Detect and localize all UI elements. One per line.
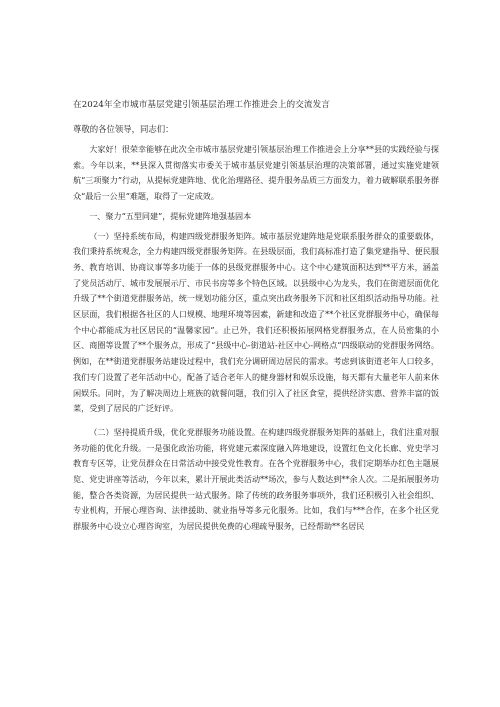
subsection-paragraph-2: （二）坚持提质升级，优化党群服务功能设置。在构建四级党群服务矩阵的基础上，我们注重对服务功能的优化升级。一是强化政治功能，将党建元素深度融入阵地建设，设置红色文化长廊、党史学习教育专区等，让党员群众在日常活动中接受党性教育。在各个党群服务中心，我们定期举办红色主题展览、党史讲座等活动，今年以来，累计开展此类活动**场次，参与人数达到**余人次。二是拓展服务功能，整合各类资源，为居民提供一站式服务。除了传统的政务服务事项外，我们还积极引入社会组织、专业机构，开展心理咨询、法律援助、就业指导等多元化服务。比如，我们与***合作，在多个社区党群服务中心设立心理咨询室，为居民提供免费的心理疏导服务，已经帮助**名居民: [73, 426, 439, 532]
subsection-paragraph-1: （一）坚持系统布局，构建四级党群服务矩阵。城市基层党建阵地是党联系服务群众的重要载体，我们秉持系统观念，全力构建四级党群服务矩阵。在县级层面，我们高标准打造了集党建指导、便民服务、教育培训、协商议事等多功能于一体的县级党群服务中心。这个中心建筑面积达到**平方米，涵盖了党员活动厅、城市发展展示厅、市民书房等多个特色区域。以县级中心为龙头，我们在街道层面优化升级了**个街道党群服务站，统一规划功能分区，重点突出政务服务下沉和社区组织活动指导功能。社区层面，我们根据各社区的人口规模、地理环境等因素，新建和改造了**个社区党群服务中心，确保每个中心都能成为社区居民的“温馨家园”。止已外，我们还积极拓展网格党群服务点，在人员密集的小区、商圈等设置了**个服务点，形成了“县级中心-街道站-社区中心-网格点”四级联动的党群服务网络。例如，在**街道党群服务站建设过程中，我们充分调研周边居民的需求。考虑到该街道老年人口较多，我们专门设置了老年活动中心，配备了适合老年人的健身器材和娱乐设施，每天都有大量老年人前来休闲娱乐。同时，为了解决周边上班族的就餐问题，我们引入了社区食堂，提供经济实惠、营养丰富的饭菜，受到了居民的广泛好评。: [73, 230, 439, 414]
section-heading-1: 一、聚力“五型同建”，提标党建阵地强基固本: [89, 210, 252, 221]
salutation: 尊敬的各位领导，同志们：: [73, 124, 174, 134]
intro-paragraph: 大家好！很荣幸能够在此次全市城市基层党建引领基层治理工作推进会上分享**县的实践经验与探索。今年以来，**县深入贯彻落实市委关于城市基层党建引领基层治理的决策部署，通过实施党建领航“三项聚力”行动，从提标党建阵地、优化治理路径、提升服务品质三方面发力，着力破解联系服务群众“最后一公里”难题，取得了一定成效。: [73, 144, 439, 202]
document-title: 在2024年全市城市基层党建引领基层治理工作推进会上的交流发言: [73, 100, 331, 110]
document-body: [73, 142, 439, 535]
